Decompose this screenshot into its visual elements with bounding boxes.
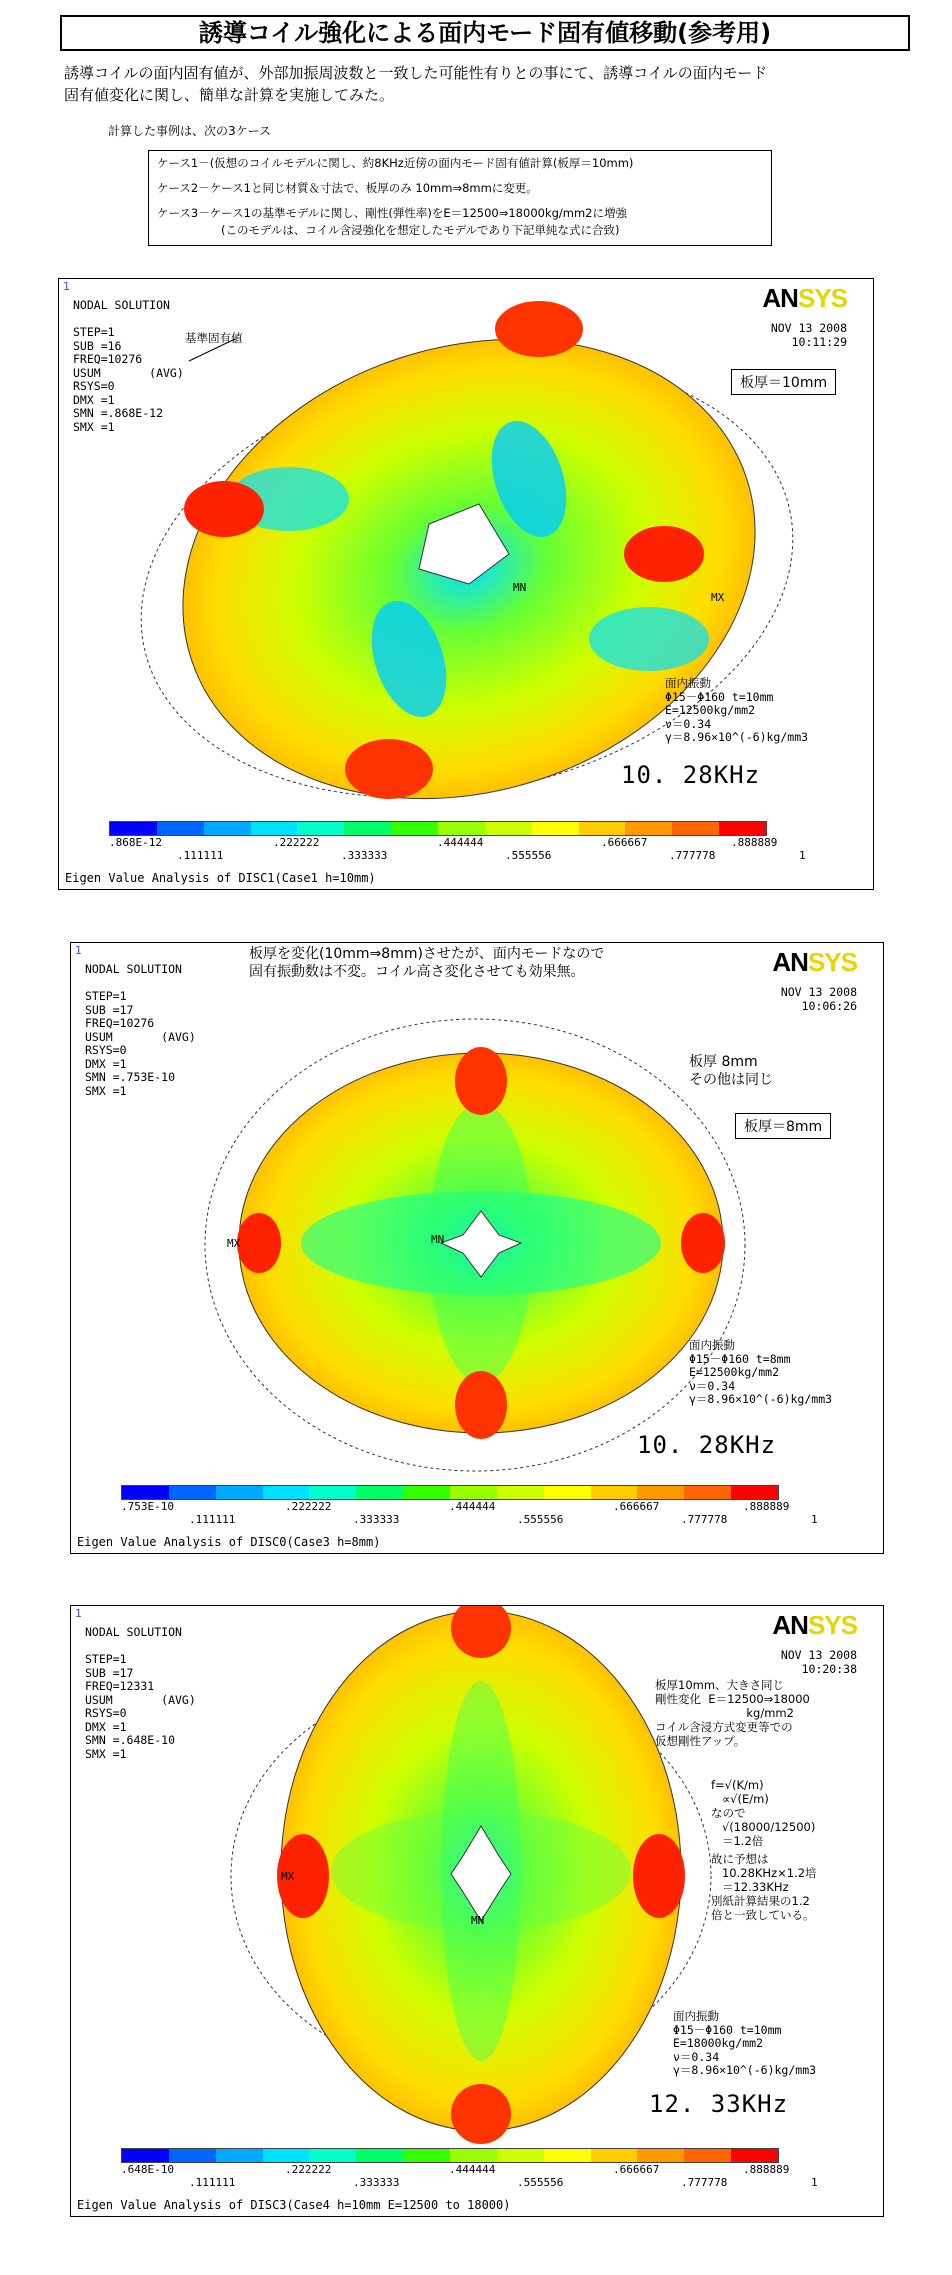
base-eigen-label: 基準固有値 [185,331,243,345]
analysis-panel-1: MN MX 1 NODAL SOLUTION STEP=1 SUB =16 FREQ=10276 USUM (AVG) RSYS=0 DMX =1 SMN =.868E-12 SMX =1 基準固有値 ANSYS NOV 13 2008 10:11:29 板厚＝10mm 面内振動 Φ15－Φ160 t=10mm E=12500kg/mm2 ν＝0.34 γ＝8.96×10^(-6)kg/mm3 10. 28KHz .868E-12 .222222 .444444 .666667 .888889 .111111 .333333 .555556 .777778 1 Eigen Value Analysis of DISC1(Case1 h=10mm) [58,278,874,890]
mx-label-1: MX [711,591,725,604]
side-note-3: 板厚10mm、大きさ同じ 剛性変化 E＝12500⇒18000 kg/mm2 コイル含浸方式変更等での 仮想剛性アップ。 [655,1678,810,1748]
intro-text [64,62,884,106]
frequency-3: 12. 33KHz [649,2090,789,2118]
case-3: ケース3－ケース1の基準モデルに関し、剛性(弾性率)をE＝12500⇒18000kg/mm2に増強 [157,206,628,220]
color-scale-2 [121,1485,779,1500]
formula-3: f=√(K/m) ∝√(E/m) なので √(18000/12500) ＝1.2倍 [711,1778,816,1848]
spec-2: 面内振動 Φ15－Φ160 t=8mm E=12500kg/mm2 ν＝0.34 γ＝8.96×10^(-6)kg/mm3 [689,1338,833,1406]
cases-lead: 計算した事例は、次の3ケース [108,124,272,138]
mn-label-2: MN [431,1233,445,1246]
result-3: 故に予想は 10.28KHz×1.2培 ＝12.33KHz 別紙計算結果の1.2 倍と一致している。 [711,1852,817,1922]
ansys-logo-3: ANSYS [772,1610,857,1640]
cases-box [148,150,772,246]
analysis-panel-3: MN MX 1 NODAL SOLUTION STEP=1 SUB =17 FREQ=12331 USUM (AVG) RSYS=0 DMX =1 SMN =.648E-10 SMX =1 ANSYS NOV 13 2008 10:20:38 板厚10mm、大きさ同じ 剛性変化 E＝12500⇒18000 kg/mm2 コイル含浸方式変更等での 仮想剛性アップ。 f=√(K/m) ∝√(E/m) なので √(18000/12500) ＝1.2倍 故に予想は 10.28KHz×1.2培 ＝12.33KHz 別紙計算結果の1.2 倍と一致している。 面内振動 Φ15－Φ160 t=10mm E=18000kg/mm2 ν＝0.34 γ＝8.96×10^(-6)kg/mm3 12. 33KHz .648E-10 .222222 .444444 .666667 .888889 .111111 .333333 .555556 .777778 1 Eigen Value Analysis of DISC3(Case4 h=10mm E=12500 to 18000) [70,1605,884,2217]
thickness-box-1: 板厚＝10mm [731,369,836,395]
frequency-2: 10. 28KHz [637,1431,777,1459]
frequency-1: 10. 28KHz [621,761,761,789]
nodal-info-1: NODAL SOLUTION STEP=1 SUB =16 FREQ=10276 USUM (AVG) RSYS=0 DMX =1 SMN =.868E-12 SMX =1 [73,298,184,434]
case-1: ケース1－(仮想のコイルモデルに関し、約8KHz近傍の面内モード固有値計算(板厚＝10mm) [157,156,634,170]
spec-1: 面内振動 Φ15－Φ160 t=10mm E=12500kg/mm2 ν＝0.34 γ＝8.96×10^(-6)kg/mm3 [665,676,809,744]
intro-line-2: 固有値変化に関し、簡単な計算を実施してみた。 [64,86,395,104]
ansys-logo-1: ANSYS [762,283,847,313]
timestamp-3: NOV 13 2008 10:20:38 [780,1648,857,1676]
scale-min-3: .648E-10 [121,2163,174,2176]
nodal-info-3: NODAL SOLUTION STEP=1 SUB =17 FREQ=12331 USUM (AVG) RSYS=0 DMX =1 SMN =.648E-10 SMX =1 [85,1625,196,1761]
mn-label-1: MN [513,581,527,594]
caption-3: Eigen Value Analysis of DISC3(Case4 h=10mm E=12500 to 18000) [77,2198,511,2212]
spec-3: 面内振動 Φ15－Φ160 t=10mm E=18000kg/mm2 ν＝0.34 γ＝8.96×10^(-6)kg/mm3 [673,2009,817,2077]
nodal-info-2: NODAL SOLUTION STEP=1 SUB =17 FREQ=10276 USUM (AVG) RSYS=0 DMX =1 SMN =.753E-10 SMX =1 [85,962,196,1098]
page-title: 誘導コイル強化による面内モード固有値移動(参考用) [60,15,910,51]
note-2-line-1: 板厚を変化(10mm⇒8mm)させたが、面内モードなので [249,946,605,962]
mx-label-3: MX [281,1870,295,1883]
caption-2: Eigen Value Analysis of DISC0(Case3 h=8mm) [77,1535,381,1549]
intro-line-1: 誘導コイルの面内固有値が、外部加振周波数と一致した可能性有りとの事にて、誘導コイルの面内モード [64,64,768,82]
scale-min-1: .868E-12 [109,836,162,849]
note-2-line-2: 固有振動数は不変。コイル高さ変化させても効果無。 [249,964,585,980]
scale-min-2: .753E-10 [121,1500,174,1513]
thickness-box-2: 板厚＝8mm [735,1113,831,1139]
side-note-2: 板厚 8mm その他は同じ [689,1054,773,1088]
caption-1: Eigen Value Analysis of DISC1(Case1 h=10mm) [65,871,376,885]
analysis-panel-2: MN MX 1 NODAL SOLUTION STEP=1 SUB =17 FREQ=10276 USUM (AVG) RSYS=0 DMX =1 SMN =.753E-10 SMX =1 板厚を変化(10mm⇒8mm)させたが、面内モードなので 固有振動数は不変。コイル高さ変化させても効果無。 ANSYS NOV 13 2008 10:06:26 板厚 8mm その他は同じ 板厚＝8mm 面内振動 Φ15－Φ160 t=8mm E=12500kg/mm2 ν＝0.34 γ＝8.96×10^(-6)kg/mm3 10. 28KHz .753E-10 .222222 .444444 .666667 .888889 .111111 .333333 .555556 .777778 1 Eigen Value Analysis of DISC0(Case3 h=8mm) [70,942,884,1554]
case-3-note: (このモデルは、コイル含浸強化を想定したモデルであり下記単純な式に合致) [221,223,620,237]
timestamp-2: NOV 13 2008 10:06:26 [780,985,857,1013]
case-2: ケース2－ケース1と同じ材質＆寸法で、板厚のみ 10mm⇒8mmに変更。 [157,181,538,195]
mx-label-2: MX [227,1237,241,1250]
color-scale-1 [109,821,767,836]
timestamp-1: NOV 13 2008 10:11:29 [770,321,847,349]
ansys-logo-2: ANSYS [772,947,857,977]
mn-label-3: MN [471,1914,485,1927]
color-scale-3 [121,2148,779,2163]
